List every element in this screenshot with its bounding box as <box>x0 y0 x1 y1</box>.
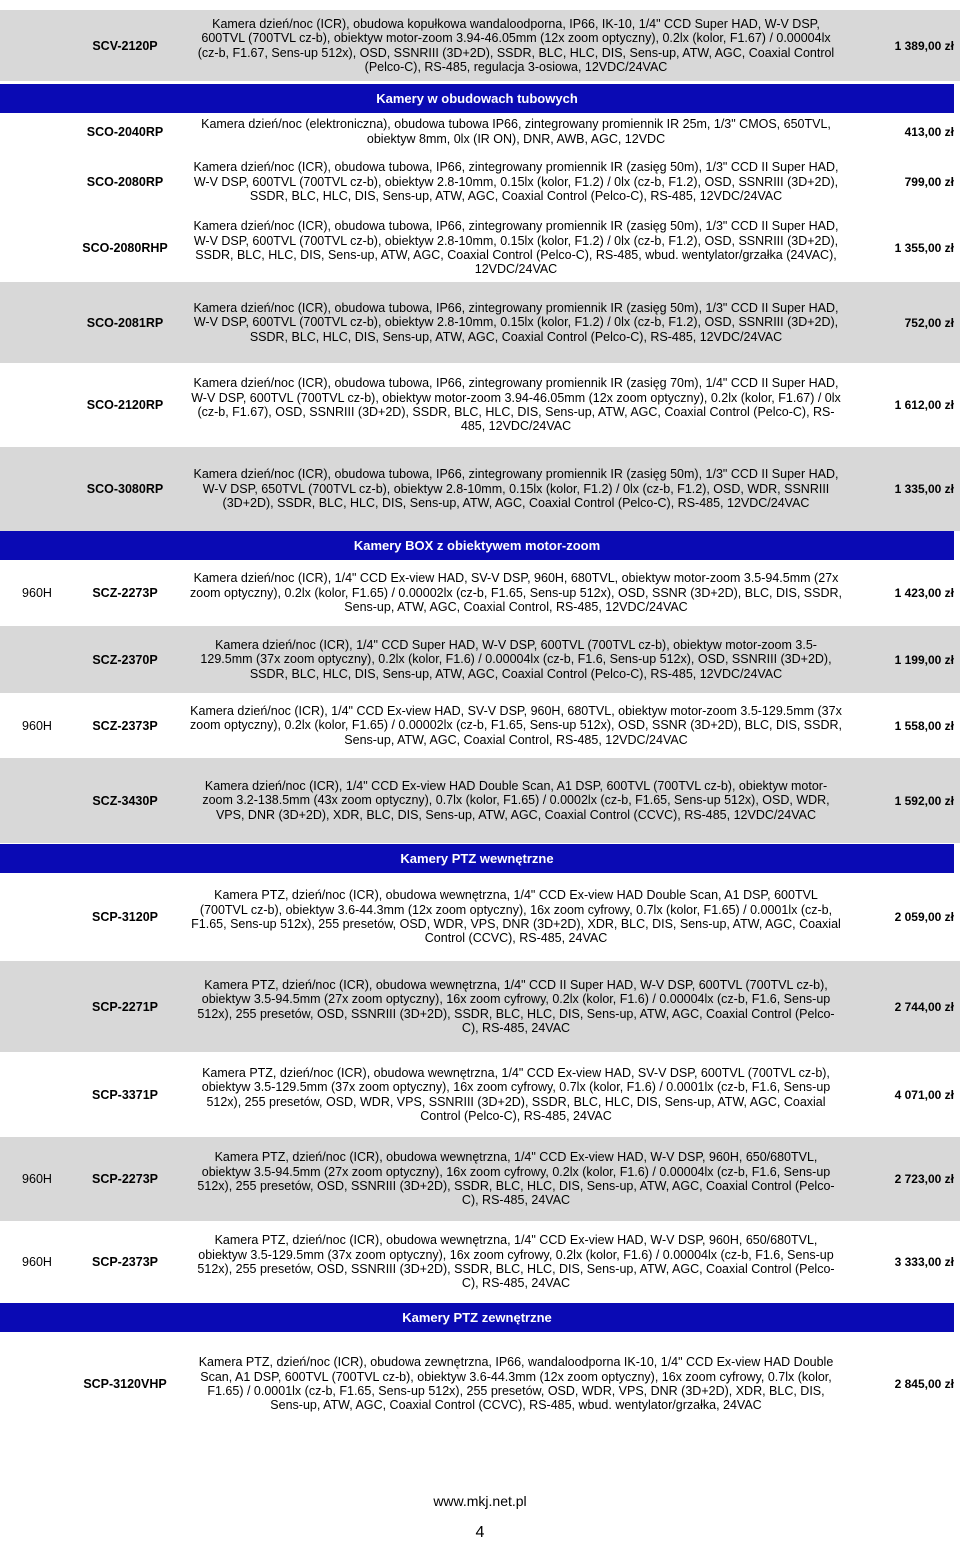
model-code: SCP-2373P <box>91 1255 158 1269</box>
row-tag <box>0 282 74 363</box>
row-tag <box>0 150 74 214</box>
table-row <box>0 693 960 758</box>
price: 2 723,00 zł <box>894 1172 954 1186</box>
product-description: Kamera dzień/noc (ICR), obudowa tubowa, IP66, zintegrowany promiennik IR (zasięg 50m), 1/3" CCD II Super HAD, W-V DSP, 600TVL (700TVL cz-b), obiektyw 2.8-10mm, 0.15lx (kolor, F1.2) / 0lx (cz-b, F1.2), OSD, SSNRIII (3D+2D), SSDR, BLC, HLC, DIS, Sens-up, ATW, AGC, Coaxial Control (Pelco-C), RS-485, 12VDC/24VAC <box>193 160 839 204</box>
price: 413,00 zł <box>904 124 954 139</box>
row-tag: 960H <box>22 586 52 600</box>
row-tag <box>0 113 74 150</box>
model-code: SCZ-2373P <box>92 718 158 733</box>
model-code: SCP-3120P <box>91 910 158 924</box>
price: 1 558,00 zł <box>894 718 954 733</box>
table-row <box>0 758 960 843</box>
price: 1 592,00 zł <box>894 793 954 808</box>
table-row <box>0 363 960 447</box>
product-description: Kamera dzień/noc (ICR), obudowa tubowa, IP66, zintegrowany promiennik IR (zasięg 50m), 1/3" CCD II Super HAD, W-V DSP, 600TVL (700TVL cz-b), obiektyw 2.8-10mm, 0.15lx (kolor, F1.2) / 0lx (cz-b, F1.2), OSD, SSNRIII (3D+2D), SSDR, BLC, HLC, DIS, Sens-up, ATW, AGC, Coaxial Control (Pelco-C), RS-485, wbud. wentylator/grzałka (24VAC), 12VDC/24VAC <box>193 219 839 277</box>
product-description: Kamera PTZ, dzień/noc (ICR), obudowa zewnętrzna, IP66, wandaloodporna IK-10, 1/4" CCD Ex-view HAD Double Scan, A1 DSP, 600TVL (700TVL cz-b), obiektyw 3.6-44.3mm (12x zoom optyczny), 16x zoom cyfrowy, 0.7lx (kolor, F1.65) / 0.0001lx (cz-b, F1.65, Sens-up 512x), 255 presetów, OSD, WDR, VPS, DNR (3D+2D), XDR, BLC, DIS, Sens-up, ATW, AGC, Coaxial Control (CCVC), RS-485, wbud. wentylator/grzałka, 24VAC <box>198 1355 834 1413</box>
price: 1 612,00 zł <box>894 398 954 412</box>
model-code: SCP-3371P <box>91 1087 158 1102</box>
table-row <box>0 150 960 214</box>
product-description: Kamera dzień/noc (ICR), 1/4" CCD Ex-view HAD, SV-V DSP, 960H, 680TVL, obiektyw motor-zoom 3.5-94.5mm (27x zoom optyczny), 0.2lx (kolor, F1.65) / 0.00002lx (cz-b, F1.65, Sens-up 512x), OSD, SSNR (3D+2D), BLC, DIS, SSDR, Sens-up, ATW, AGC, Coaxial Control, RS-485, 12VDC/24VAC <box>190 571 842 615</box>
row-tag <box>0 447 74 531</box>
row-tag <box>0 873 74 961</box>
price: 2 744,00 zł <box>894 999 954 1014</box>
price: 4 071,00 zł <box>894 1087 954 1102</box>
product-description: Kamera dzień/noc (ICR), obudowa kopułkowa wandaloodporna, IP66, IK-10, 1/4" CCD Super HAD, W-V DSP, 600TVL (700TVL cz-b), obiektyw motor-zoom 3.94-46.05mm (12x zoom optyczny), 0.2lx (kolor, F1.67) / 0.00004lx (cz-b, F1.67, Sens-up 512x), OSD, SSNRIII (3D+2D), SSDR, BLC, HLC, DIS, Sens-up, ATW, AGC, Coaxial Control (Pelco-C), RS-485, regulacja 3-osiowa, 12VDC/24VAC <box>197 16 835 74</box>
table-row <box>0 873 960 961</box>
product-description: Kamera dzień/noc (ICR), obudowa tubowa, IP66, zintegrowany promiennik IR (zasięg 50m), 1/3" CCD II Super HAD, W-V DSP, 650TVL (700TVL cz-b), obiektyw 2.8-10mm, 0.15lx (kolor, F1.2) / 0lx (cz-b, F1.2), OSD, WDR, SSNRIII (3D+2D), SSDR, BLC, HLC, DIS, Sens-up, ATW, AGC, Coaxial Control (Pelco-C), RS-485, 12VDC/24VAC <box>193 467 839 511</box>
product-description: Kamera dzień/noc (ICR), obudowa tubowa, IP66, zintegrowany promiennik IR (zasięg 50m), 1/3" CCD II Super HAD, W-V DSP, 600TVL (700TVL cz-b), obiektyw 2.8-10mm, 0.15lx (kolor, F1.2) / 0lx (cz-b, F1.2), OSD, SSNRIII (3D+2D), SSDR, BLC, HLC, DIS, Sens-up, ATW, AGC, Coaxial Control (Pelco-C), RS-485, 12VDC/24VAC <box>193 300 839 344</box>
product-description: Kamera PTZ, dzień/noc (ICR), obudowa wewnętrzna, 1/4" CCD Ex-view HAD Double Scan, A1 DSP, 600TVL (700TVL cz-b), obiektyw 3.6-44.3mm (12x zoom optyczny), 16x zoom cyfrowy, 0.7lx (kolor, F1.65) / 0.0001lx (cz-b, F1.65, Sens-up 512x), 255 presetów, OSD, WDR, VPS, DNR (3D+2D), XDR, BLC, DIS, Sens-up, ATW, AGC, Coaxial Control (CCVC), RS-485, 24VAC <box>191 888 841 946</box>
table-row <box>0 282 960 363</box>
row-tag: 960H <box>22 1255 52 1269</box>
row-tag <box>0 626 74 693</box>
price: 2 059,00 zł <box>894 910 954 924</box>
table-row <box>0 560 960 626</box>
table-row <box>0 113 960 150</box>
row-tag <box>0 1332 74 1436</box>
row-tag: 960H <box>22 1172 52 1186</box>
section-header: Kamery BOX z obiektywem motor-zoom <box>0 531 954 560</box>
row-tag <box>0 214 74 282</box>
price: 1 199,00 zł <box>894 652 954 667</box>
model-code: SCP-2273P <box>91 1172 158 1186</box>
product-description: Kamera PTZ, dzień/noc (ICR), obudowa wewnętrzna, 1/4" CCD Ex-view HAD, W-V DSP, 960H, 650/680TVL, obiektyw 3.5-94.5mm (27x zoom optyczny), 16x zoom cyfrowy, 0.2lx (kolor, F1.6) / 0.00004lx (cz-b, F1.6, Sens-up 512x), 255 presetów, OSD, SSNRIII (3D+2D), SSDR, BLC, HLC, DIS, Sens-up, ATW, AGC, Coaxial Control (Pelco-C), RS-485, 24VAC <box>197 1150 835 1208</box>
product-description: Kamera PTZ, dzień/noc (ICR), obudowa wewnętrzna, 1/4" CCD Ex-view HAD, SV-V DSP, 600TVL (700TVL cz-b), obiektyw 3.5-129.5mm (37x zoom optyczny), 16x zoom cyfrowy, 0.7lx (kolor, F1.6) / 0.0001lx (cz-b, F1.6, Sens-up 512x), 255 presetów, OSD, WDR, VPS, SSNRIII (3D+2D), SSDR, BLC, HLC, DIS, Sens-up, ATW, AGC, Coaxial Control (Pelco-C), RS-485, 24VAC <box>201 1065 831 1123</box>
model-code: SCO-2040RP <box>86 124 164 139</box>
row-tag <box>0 1052 74 1137</box>
row-tag <box>0 961 74 1052</box>
product-description: Kamera dzień/noc (elektroniczna), obudowa tubowa IP66, zintegrowany promiennik IR 25m, 1/3" CMOS, 650TVL, obiektyw 8mm, 0lx (IR ON), DNR, AWB, AGC, 12VDC <box>201 117 831 146</box>
table-row <box>0 961 960 1052</box>
price: 1 335,00 zł <box>894 482 954 496</box>
model-code: SCZ-3430P <box>92 793 158 808</box>
table-row <box>0 10 960 81</box>
product-description: Kamera dzień/noc (ICR), obudowa tubowa, IP66, zintegrowany promiennik IR (zasięg 70m), 1/4" CCD II Super HAD, W-V DSP, 600TVL (700TVL cz-b), obiektyw motor-zoom 3.94-46.05mm (12x zoom optyczny), 0.2lx (kolor, F1.67) / 0lx (cz-b, F1.67), OSD, SSNRIII (3D+2D), SSDR, BLC, HLC, DIS, Sens-up, ATW, AGC, Coaxial Control (Pelco-C), RS-485, 12VDC/24VAC <box>191 376 841 434</box>
price: 752,00 zł <box>904 315 954 330</box>
model-code: SCP-2271P <box>91 999 158 1014</box>
row-tag: 960H <box>22 718 52 733</box>
price: 1 423,00 zł <box>894 586 954 600</box>
table-row <box>0 214 960 282</box>
model-code: SCP-3120VHP <box>83 1377 167 1391</box>
product-description: Kamera dzień/noc (ICR), 1/4" CCD Super HAD, W-V DSP, 600TVL (700TVL cz-b), obiektyw motor-zoom 3.5-129.5mm (37x zoom optyczny), 0.2lx (kolor, F1.6) / 0.00004lx (cz-b, F1.6, Sens-up 512x), OSD, SSNRIII (3D+2D), SSDR, BLC, HLC, DIS, Sens-up, ATW, AGC, Coaxial Control (Pelco-C), RS-485, 12VDC/24VAC <box>200 637 832 681</box>
model-code: SCZ-2370P <box>92 652 158 667</box>
model-code: SCO-3080RP <box>86 482 164 496</box>
table-row <box>0 1137 960 1221</box>
product-description: Kamera dzień/noc (ICR), 1/4" CCD Ex-view HAD Double Scan, A1 DSP, 600TVL (700TVL cz-b), obiektyw motor-zoom 3.2-138.5mm (43x zoom optyczny), 0.7lx (kolor, F1.65) / 0.0002lx (cz-b, F1.65, Sens-up 512x), OSD, WDR, VPS, DNR (3D+2D), XDR, BLC, DIS, Sens-up, ATW, AGC, Coaxial Control (CCVC), RS-485, 12VDC/24VAC <box>202 778 830 822</box>
model-code: SCO-2081RP <box>86 315 164 330</box>
section-header: Kamery PTZ zewnętrzne <box>0 1303 954 1332</box>
table-row <box>0 447 960 531</box>
product-description: Kamera PTZ, dzień/noc (ICR), obudowa wewnętrzna, 1/4" CCD II Super HAD, W-V DSP, 600TVL (700TVL cz-b), obiektyw 3.5-94.5mm (27x zoom optyczny), 16x zoom cyfrowy, 0.2lx (kolor, F1.6) / 0.00004lx (cz-b, F1.6, Sens-up 512x), 255 presetów, OSD, SSNRIII (3D+2D), SSDR, BLC, HLC, DIS, Sens-up, ATW, AGC, Coaxial Control (Pelco-C), RS-485, 24VAC <box>197 977 835 1035</box>
product-description: Kamera PTZ, dzień/noc (ICR), obudowa wewnętrzna, 1/4" CCD Ex-view HAD, W-V DSP, 960H, 650/680TVL, obiektyw 3.5-129.5mm (37x zoom optyczny), 16x zoom cyfrowy, 0.2lx (kolor, F1.6) / 0.00004lx (cz-b, F1.6, Sens-up 512x), 255 presetów, OSD, SSNRIII (3D+2D), SSDR, BLC, HLC, DIS, Sens-up, ATW, AGC, Coaxial Control (Pelco-C), RS-485, 24VAC <box>197 1233 835 1291</box>
price: 799,00 zł <box>904 175 954 189</box>
model-code: SCO-2080RP <box>86 175 164 189</box>
price: 2 845,00 zł <box>894 1377 954 1391</box>
row-tag <box>0 10 74 81</box>
section-header: Kamery PTZ wewnętrzne <box>0 844 954 873</box>
price: 1 355,00 zł <box>894 241 954 255</box>
table-row <box>0 1221 960 1303</box>
row-tag <box>0 758 74 843</box>
section-header: Kamery w obudowach tubowych <box>0 84 954 113</box>
footer-url[interactable]: www.mkj.net.pl <box>433 1493 527 1509</box>
product-description: Kamera dzień/noc (ICR), 1/4" CCD Ex-view HAD, SV-V DSP, 960H, 680TVL, obiektyw motor-zoom 3.5-129.5mm (37x zoom optyczny), 0.2lx (kolor, F1.65) / 0.00002lx (cz-b, F1.65, Sens-up 512x), OSD, SSNR (3D+2D), BLC, DIS, SSDR, Sens-up, ATW, AGC, Coaxial Control, RS-485, 12VDC/24VAC <box>190 703 842 747</box>
price: 3 333,00 zł <box>894 1255 954 1269</box>
model-code: SCV-2120P <box>92 38 158 53</box>
row-tag <box>0 363 74 447</box>
model-code: SCO-2120RP <box>86 398 164 412</box>
table-row <box>0 1332 960 1436</box>
model-code: SCZ-2273P <box>92 586 158 600</box>
model-code: SCO-2080RHP <box>82 241 168 255</box>
table-row <box>0 626 960 693</box>
page-number: 4 <box>475 1524 485 1541</box>
table-row <box>0 1052 960 1137</box>
price: 1 389,00 zł <box>894 38 954 53</box>
